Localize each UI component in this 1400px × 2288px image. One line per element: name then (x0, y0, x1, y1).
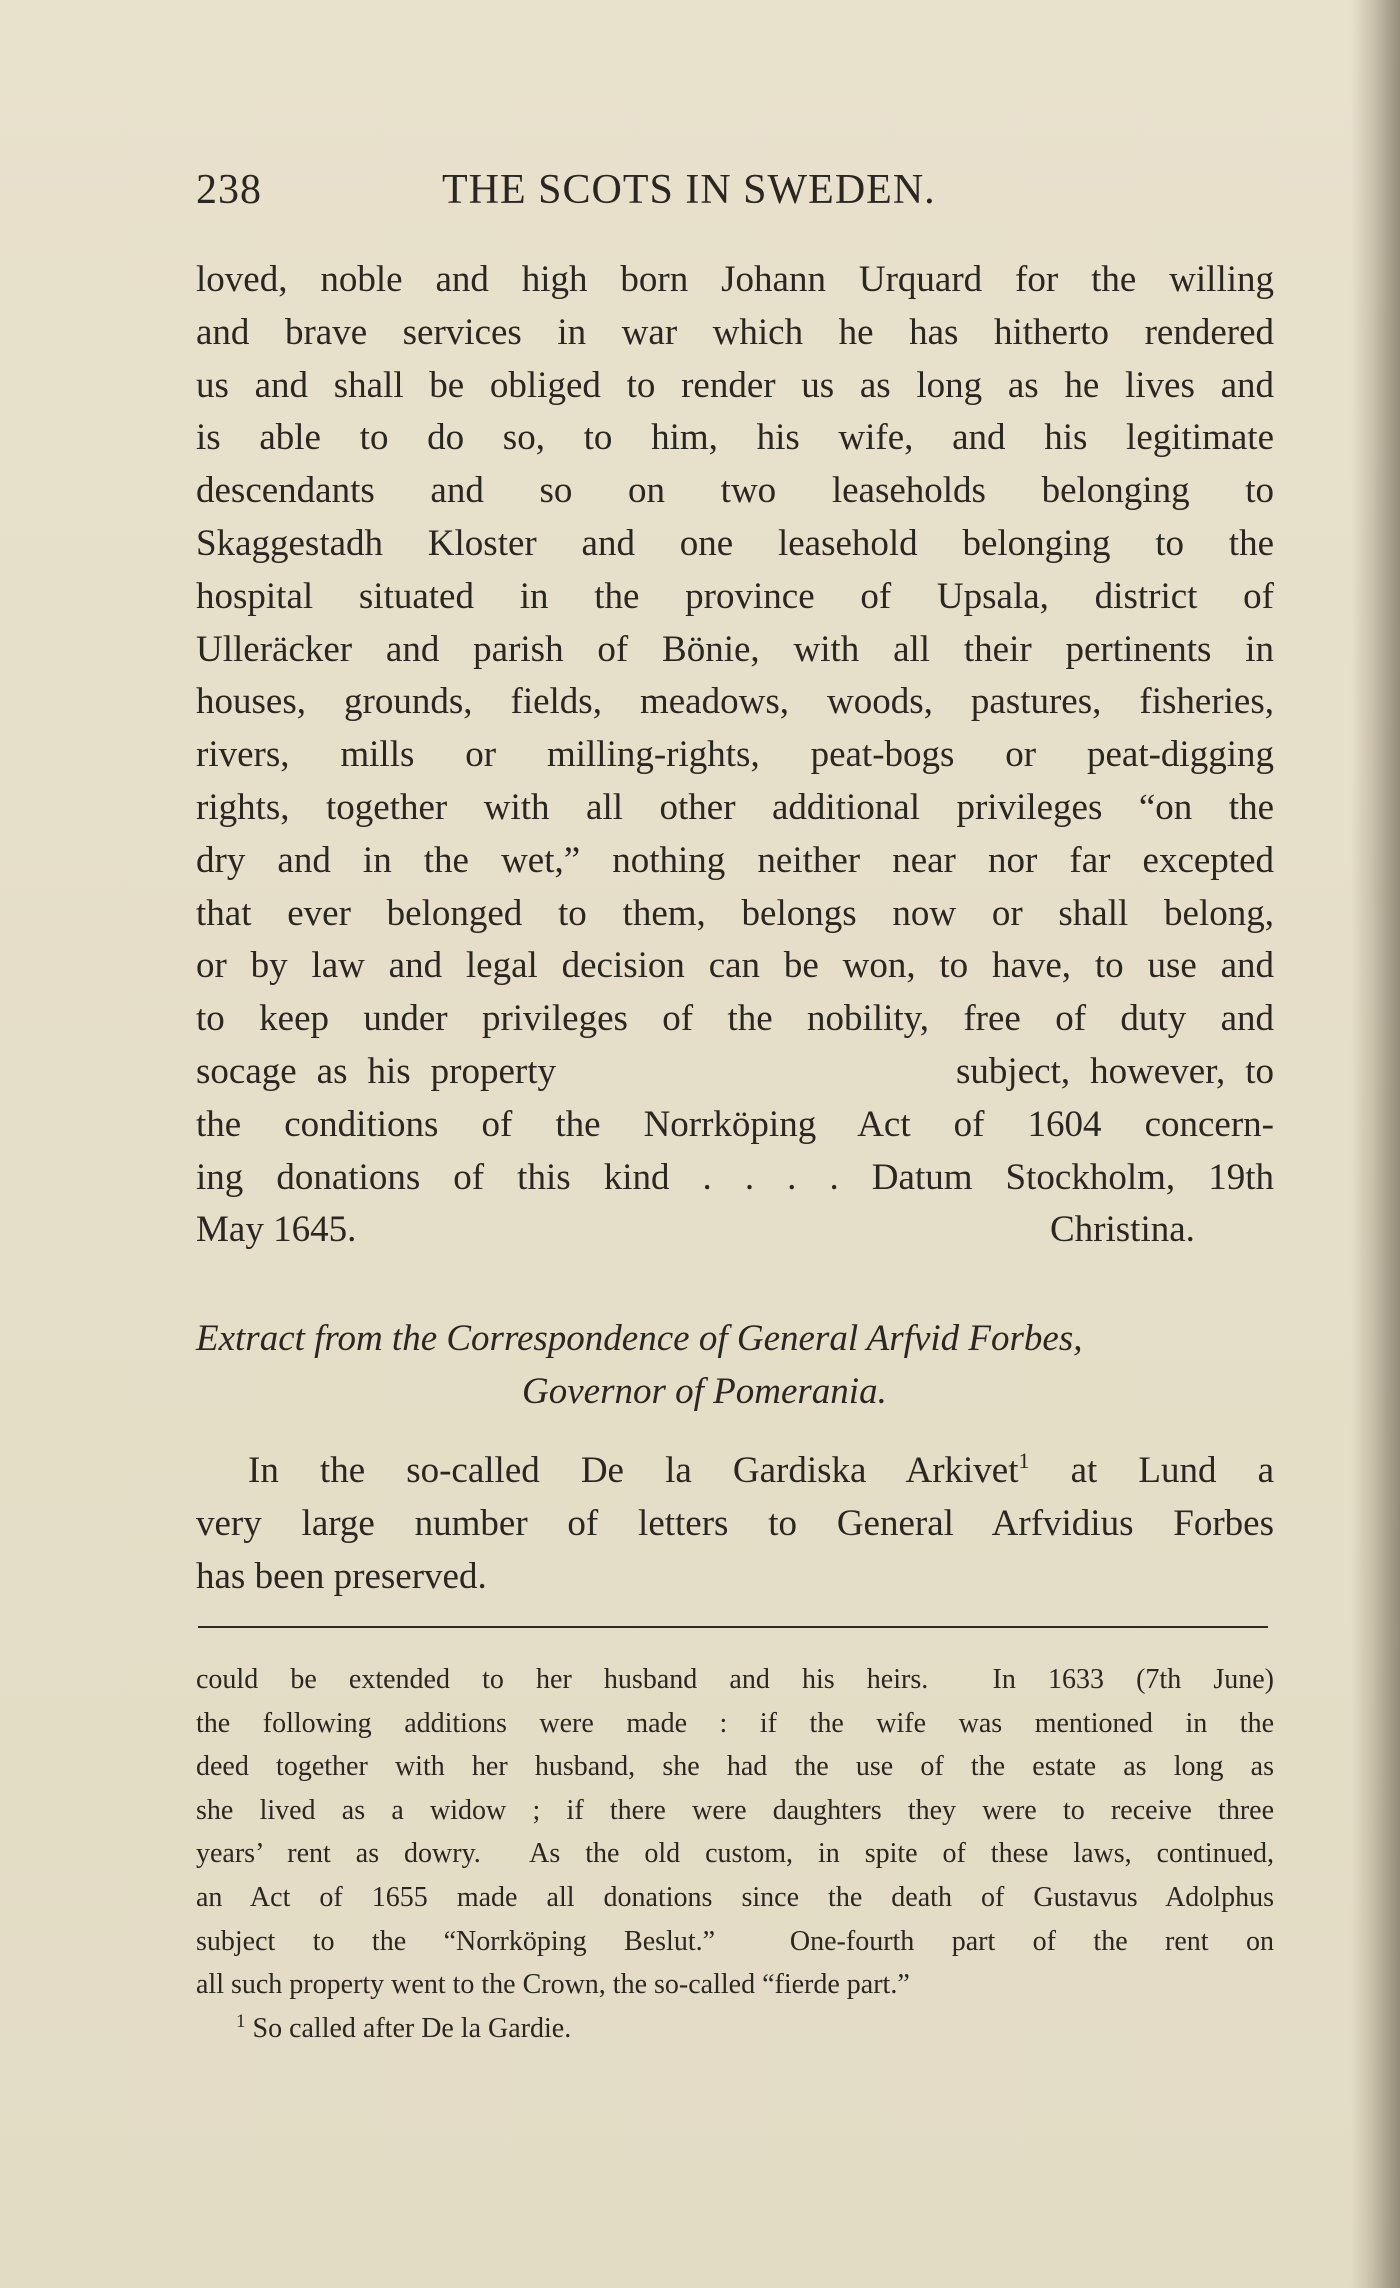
footnote-marker: 1 (1018, 1448, 1030, 1473)
body-line: ing donations of this kind . . . . Datum Stockholm, 19th (196, 1156, 1274, 1198)
body-last-line (196, 1204, 1274, 1257)
body-line: to keep under privileges of the nobility, free of duty and (196, 998, 1274, 1040)
paragraph-line: very large number of letters to General Arfvidius Forbes (196, 1503, 1274, 1544)
section-heading-line: Governor of Pomerania. (522, 1371, 887, 1412)
signature: Christina. (1050, 1209, 1195, 1251)
footnote-line: an Act of 1655 made all donations since the death of Gustavus Adolphus (196, 1881, 1274, 1913)
body-line: dry and in the wet,” nothing neither near nor far excepted (196, 839, 1274, 881)
body-line: rivers, mills or milling-rights, peat-bogs or peat-digging (196, 734, 1274, 776)
body-line: loved, noble and high born Johann Urquard for the willing (196, 259, 1274, 300)
footnotes (196, 1658, 1274, 2050)
body-line: Ulleräcker and parish of Bönie, with all their pertinents in (196, 628, 1274, 670)
footnote-line: years’ rent as dowry. As the old custom, in spite of these laws, continued, (196, 1838, 1274, 1870)
paragraph-text: at Lund a (1029, 1450, 1274, 1491)
date-text: May 1645. (196, 1209, 357, 1251)
body-text (196, 254, 1274, 1257)
page-number: 238 (196, 167, 262, 213)
body-line: the conditions of the Norrköping Act of 1604 concern- (196, 1103, 1274, 1145)
running-title: THE SCOTS IN SWEDEN. (442, 167, 936, 213)
footnote-line: all such property went to the Crown, the so-called “fierde part.” (196, 1969, 910, 2001)
footnote-line: could be extended to her husband and his heirs. In 1633 (7th June) (196, 1664, 1274, 1695)
body-line: Skaggestadh Kloster and one leasehold belonging to the (196, 522, 1274, 564)
paragraph-text: In the so-called De la Gardiska Arkivet (248, 1450, 1019, 1491)
footnote-line: she lived as a widow ; if there were daughters they were to receive three (196, 1794, 1274, 1826)
footnote-divider (198, 1626, 1268, 1628)
body-line: houses, grounds, fields, meadows, woods, pastures, fisheries, (196, 681, 1274, 723)
page-header (196, 160, 1056, 220)
footnote-line: subject to the “Norrköping Beslut.” One-fourth part of the rent on (196, 1925, 1274, 1957)
body-line: rights, together with all other additional privileges “on the (196, 786, 1274, 828)
footnote-line: the following additions were made : if the wife was mentioned in the (196, 1707, 1274, 1739)
section-heading-line: Extract from the Correspondence of General Arfvid Forbes, (196, 1318, 1083, 1359)
section-heading (196, 1312, 1274, 1418)
body-line: hospital situated in the province of Upsala, district of (196, 575, 1274, 617)
footnote-number: 1 (236, 2010, 246, 2032)
footnote-1 (196, 2007, 1274, 2051)
footnote-line: deed together with her husband, she had the use of the estate as long as (196, 1751, 1274, 1783)
body-line: that ever belonged to them, belongs now or shall belong, (196, 892, 1274, 934)
paragraph-line: has been preserved. (196, 1556, 487, 1597)
paragraph-line (196, 1444, 1274, 1497)
body-line: socage as his property subject, however, to (196, 1050, 1274, 1092)
body-line: is able to do so, to him, his wife, and his legitimate (196, 417, 1274, 459)
paragraph (196, 1444, 1274, 1603)
body-line: descendants and so on two leaseholds belonging to (196, 470, 1274, 512)
body-line: us and shall be obliged to render us as long as he lives and (196, 364, 1274, 406)
body-line: and brave services in war which he has hitherto rendered (196, 311, 1274, 353)
footnote-text: So called after De la Gardie. (245, 2012, 572, 2044)
body-line: or by law and legal decision can be won, to have, to use and (196, 945, 1274, 987)
